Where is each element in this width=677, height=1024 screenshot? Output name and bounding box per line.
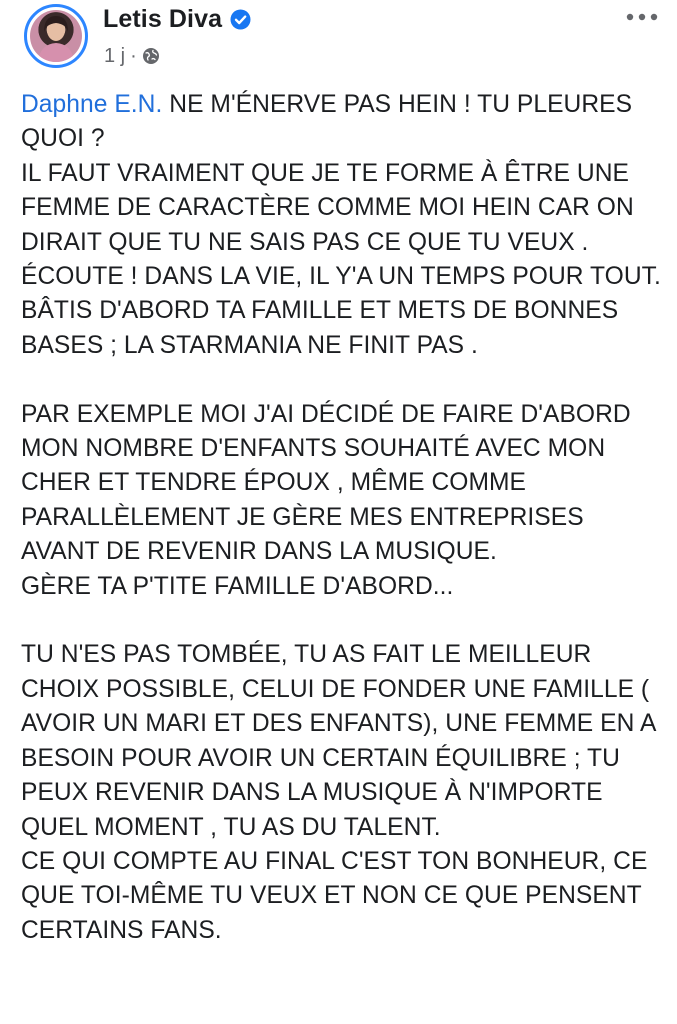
- author-name[interactable]: Letis Diva: [103, 4, 223, 33]
- meta-separator: ·: [130, 44, 137, 67]
- post-meta: [104, 43, 160, 69]
- author-avatar[interactable]: [24, 4, 88, 68]
- author-line: [103, 2, 251, 36]
- post-header: [0, 0, 677, 80]
- post-paragraph-text: NE M'ÉNERVE PAS HEIN ! TU PLEURES QUOI ? IL FAUT VRAIMENT QUE JE TE FORME À ÊTRE UNE FEMME DE CARACTÈRE COMME MOI HEIN CAR ON DIRAIT QUE TU NE SAIS PAS CE QUE TU VEUX . ÉCOUTE ! DANS LA VIE, IL Y'A UN TEMPS POUR TOUT. BÂTIS D'ABORD TA FAMILLE ET METS DE BONNES BASES ; LA STARMANIA NE FINIT PAS .: [21, 91, 661, 359]
- post-paragraph: [21, 88, 661, 363]
- more-options-icon: [624, 9, 660, 27]
- post-paragraph: TU N'ES PAS TOMBÉE, TU AS FAIT LE MEILLEUR CHOIX POSSIBLE, CELUI DE FONDER UNE FAMILLE ( AVOIR UN MARI ET DES ENFANTS), UNE FEMME EN A BESOIN POUR AVOIR UN CERTAIN ÉQUILIBRE ; TU PEUX REVENIR DANS LA MUSIQUE À N'IMPORTE QUEL MOMENT , TU AS DU TALENT. CE QUI COMPTE AU FINAL C'EST TON BONHEUR, CE QUE TOI-MÊME TU VEUX ET NON CE QUE PENSENT CERTAINS FANS.: [21, 641, 656, 944]
- verified-badge-icon: [230, 9, 251, 30]
- globe-icon[interactable]: [142, 47, 160, 65]
- post-paragraph: PAR EXEMPLE MOI J'AI DÉCIDÉ DE FAIRE D'ABORD MON NOMBRE D'ENFANTS SOUHAITÉ AVEC MON CHER ET TENDRE ÉPOUX , MÊME COMME PARALLÈLEMENT JE GÈRE MES ENTREPRISES AVANT DE REVENIR DANS LA MUSIQUE. GÈRE TA P'TITE FAMILLE D'ABORD...: [21, 400, 631, 600]
- more-options-button[interactable]: [622, 8, 662, 28]
- mention-link[interactable]: Daphne E.N.: [21, 91, 163, 118]
- avatar-photo: [30, 10, 82, 62]
- post-timestamp[interactable]: 1 j: [104, 44, 126, 67]
- post-text: [21, 88, 661, 948]
